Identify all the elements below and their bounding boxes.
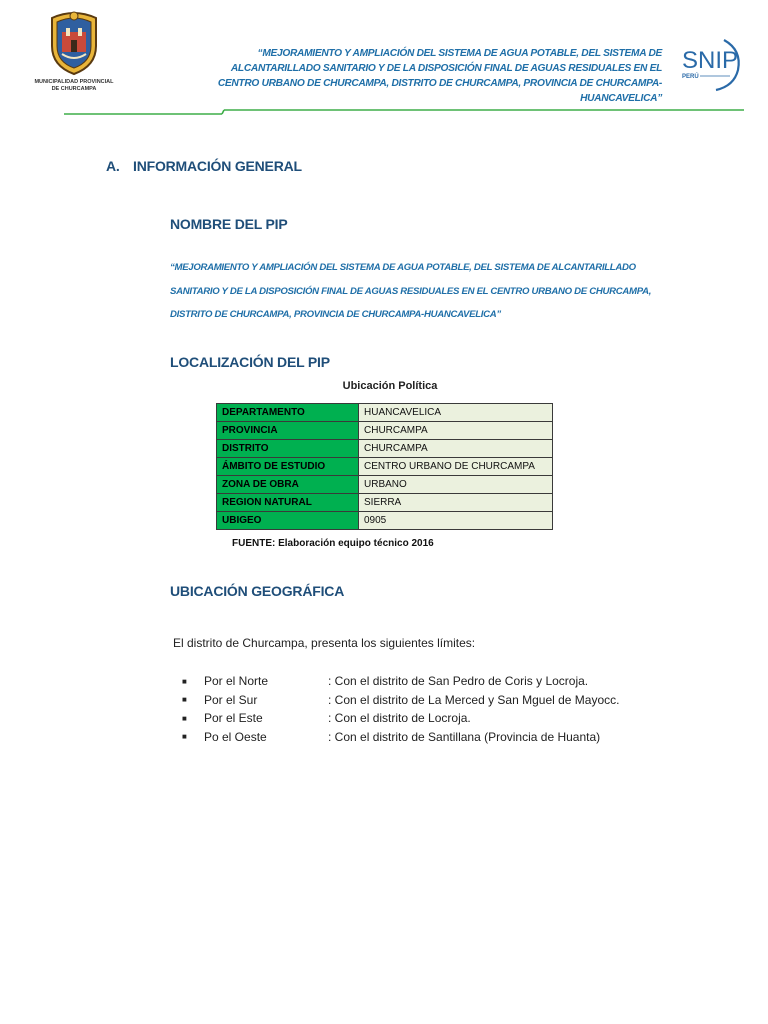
limit-direction: Por el Sur bbox=[204, 692, 258, 707]
limit-direction: Por el Este bbox=[204, 711, 263, 726]
table-key: DEPARTAMENTO bbox=[217, 404, 359, 422]
localization-heading: LOCALIZACIÓN DEL PIP bbox=[170, 354, 330, 370]
list-item bbox=[182, 691, 619, 710]
limit-description: : Con el distrito de San Pedro de Coris y Locroja. bbox=[328, 674, 589, 689]
table-row bbox=[217, 404, 553, 422]
table-caption: Ubicación Política bbox=[342, 380, 438, 392]
section-letter: A. bbox=[106, 158, 120, 174]
geographic-location-heading: UBICACIÓN GEOGRÁFICA bbox=[170, 583, 345, 599]
table-row bbox=[217, 440, 553, 458]
bullet-icon: ■ bbox=[182, 695, 187, 705]
table-value: SIERRA bbox=[359, 494, 553, 512]
limit-direction: Por el Norte bbox=[204, 674, 269, 689]
snip-logo-subtext: PERÚ bbox=[682, 74, 699, 80]
table-row bbox=[217, 458, 553, 476]
table-key: REGION NATURAL bbox=[217, 494, 359, 512]
table-value: URBANO bbox=[359, 476, 553, 494]
snip-logo-text: SNIP bbox=[682, 47, 739, 74]
table-key: PROVINCIA bbox=[217, 422, 359, 440]
list-item bbox=[182, 709, 619, 728]
limits-list bbox=[182, 672, 619, 746]
pip-name-heading: NOMBRE DEL PIP bbox=[170, 216, 288, 232]
snip-logo bbox=[676, 36, 744, 92]
list-item bbox=[182, 728, 619, 747]
table-row bbox=[217, 476, 553, 494]
header-divider bbox=[64, 104, 744, 112]
section-title: INFORMACIÓN GENERAL bbox=[133, 158, 302, 174]
municipality-crest-logo bbox=[46, 10, 102, 76]
table-row bbox=[217, 494, 553, 512]
bullet-icon: ■ bbox=[182, 676, 187, 686]
table-row bbox=[217, 512, 553, 530]
bullet-icon: ■ bbox=[182, 732, 187, 742]
table-source: FUENTE: Elaboración equipo técnico 2016 bbox=[232, 538, 434, 549]
table-key: UBIGEO bbox=[217, 512, 359, 530]
table-value: CHURCAMPA bbox=[359, 422, 553, 440]
limit-description: : Con el distrito de Santillana (Provincia de Huanta) bbox=[328, 729, 601, 744]
limit-description: : Con el distrito de La Merced y San Mguel de Mayocc. bbox=[328, 692, 620, 707]
limits-intro: El distrito de Churcampa, presenta los siguientes límites: bbox=[173, 636, 476, 650]
table-key: ÁMBITO DE ESTUDIO bbox=[217, 458, 359, 476]
table-value: 0905 bbox=[359, 512, 553, 530]
bullet-icon: ■ bbox=[182, 713, 187, 723]
table-value: CENTRO URBANO DE CHURCAMPA bbox=[359, 458, 553, 476]
limit-description: : Con el distrito de Locroja. bbox=[328, 711, 471, 726]
table-value: CHURCAMPA bbox=[359, 440, 553, 458]
pip-name-text: “MEJORAMIENTO Y AMPLIACIÓN DEL SISTEMA DE AGUA POTABLE, DEL SISTEMA DE ALCANTARILLADO SANITARIO Y DE LA DISPOSICIÓN FINAL DE AGUAS RESIDUALES EN EL CENTRO URBANO DE CHURCAMPA, DISTRITO DE CHURCAMPA, PROVINCIA DE CHURCAMPA-HUANCAVELICA” bbox=[170, 262, 652, 320]
municipality-caption: MUNICIPALIDAD PROVINCIAL DE CHURCAMPA bbox=[34, 79, 114, 92]
political-location-table bbox=[216, 403, 553, 530]
limit-direction: Po el Oeste bbox=[204, 729, 267, 744]
list-item bbox=[182, 672, 619, 691]
table-key: DISTRITO bbox=[217, 440, 359, 458]
table-key: ZONA DE OBRA bbox=[217, 476, 359, 494]
header-project-title: “MEJORAMIENTO Y AMPLIACIÓN DEL SISTEMA DE AGUA POTABLE, DEL SISTEMA DE ALCANTARILLADO SANITARIO Y DE LA DISPOSICIÓN FINAL DE AGUAS RESIDUALES EN EL CENTRO URBANO DE CHURCAMPA, DISTRITO DE CHURCAMPA, PROVINCIA DE CHURCAMPA-HUANCAVELICA” bbox=[217, 48, 662, 104]
table-value: HUANCAVELICA bbox=[359, 404, 553, 422]
table-row bbox=[217, 422, 553, 440]
